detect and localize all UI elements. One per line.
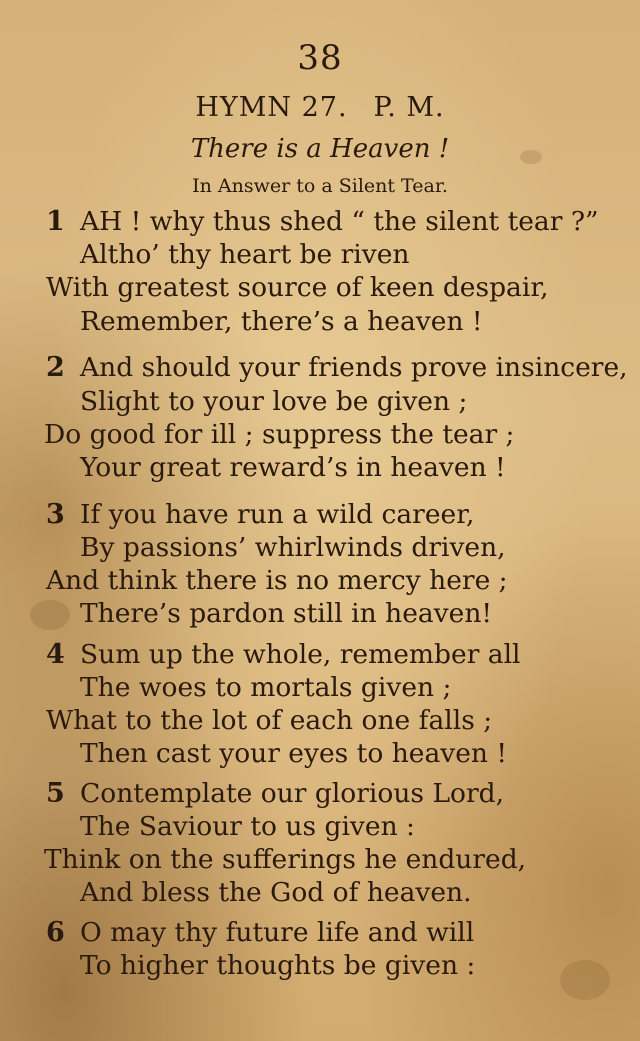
page-number: 38 (297, 38, 343, 78)
age-stain (30, 600, 70, 630)
hymn-dedication: In Answer to a Silent Tear. (192, 175, 448, 197)
verse-line: Contemplate our glorious Lord, (80, 778, 505, 809)
verse-line: Sum up the whole, remember all (80, 639, 521, 670)
verse-line: AH ! why thus shed “ the silent tear ?” (80, 206, 599, 237)
verse-line: O may thy future life and will (80, 917, 475, 948)
verse-line: If you have run a wild career, (80, 499, 475, 530)
verse-line: The woes to mortals given ; (80, 672, 452, 703)
verse-line: Your great reward’s in heaven ! (80, 452, 506, 483)
hymn-meter: P. M. (373, 92, 445, 123)
stanza-number: 3 (46, 499, 65, 530)
stanza-number: 4 (46, 639, 65, 670)
hymn-number: HYMN 27. (195, 92, 348, 123)
verse-line: Think on the sufferings he endured, (44, 844, 527, 875)
verse-line: Then cast your eyes to heaven ! (80, 738, 508, 769)
verse-line: To higher thoughts be given : (80, 950, 476, 981)
verse-line: There’s pardon still in heaven! (80, 598, 493, 629)
verse-line: With greatest source of keen despair, (46, 272, 549, 303)
stanza-number: 2 (46, 352, 65, 383)
verse-line: What to the lot of each one falls ; (46, 705, 493, 736)
age-stain (560, 960, 610, 1000)
verse-line: Altho’ thy heart be riven (80, 239, 410, 270)
stanza-number: 5 (46, 778, 65, 809)
verse-line: Do good for ill ; suppress the tear ; (44, 419, 515, 450)
verse-line: Remember, there’s a heaven ! (80, 306, 483, 337)
hymn-heading (0, 92, 640, 123)
verse-line: The Saviour to us given : (80, 811, 415, 842)
hymn-subtitle: There is a Heaven ! (190, 134, 450, 164)
verse-line: And bless the God of heaven. (80, 877, 472, 908)
stanza-number: 1 (46, 206, 65, 237)
verse-line: Slight to your love be given ; (80, 386, 468, 417)
verse-line: By passions’ whirlwinds driven, (80, 532, 506, 563)
verse-line: And should your friends prove insincere, (80, 352, 628, 383)
verse-line: And think there is no mercy here ; (46, 565, 508, 596)
stanza-number: 6 (46, 917, 65, 948)
